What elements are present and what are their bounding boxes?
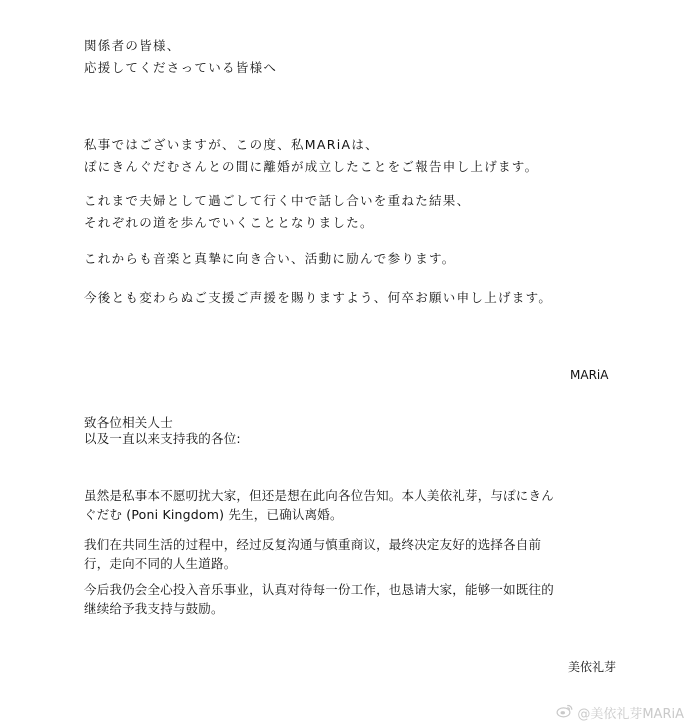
weibo-icon — [556, 703, 574, 722]
ja-paragraph-2-line-2: それぞれの道を歩んでいくこととなりました。 — [84, 215, 374, 230]
ja-signature: MARiA — [570, 368, 609, 382]
cn-paragraph-3-line-1: 今后我仍会全心投入音乐事业，认真对待每一份工作，也恳请大家，能够一如既往的 — [84, 582, 554, 597]
weibo-watermark — [556, 703, 684, 722]
watermark-text: @美依礼芽MARiA — [577, 707, 684, 722]
ja-greeting-line-1: 関係者の皆様、 — [84, 38, 181, 53]
ja-paragraph-4-line-1: 今後とも変わらぬご支援ご声援を賜りますよう、何卒お願い申し上げます。 — [84, 290, 553, 305]
cn-paragraph-1-line-1: 虽然是私事本不愿叨扰大家，但还是想在此向各位告知。本人美依礼芽，与ぽにきん — [84, 488, 554, 503]
cn-paragraph-2-line-2: 行，走向不同的人生道路。 — [84, 556, 237, 571]
cn-paragraph-3-line-2: 继续给予我支持与鼓励。 — [84, 601, 224, 616]
cn-greeting-line-1: 致各位相关人士 — [84, 415, 173, 430]
cn-paragraph-1-line-2: ぐだむ (Poni Kingdom) 先生，已确认离婚。 — [84, 507, 343, 522]
ja-paragraph-3-line-1: これからも音楽と真摯に向き合い、活動に励んで参ります。 — [84, 251, 456, 266]
ja-greeting-line-2: 応援してくださっている皆様へ — [84, 60, 278, 75]
ja-paragraph-1-line-2: ぽにきんぐだむさんとの間に離婚が成立したことをご報告申し上げます。 — [84, 159, 539, 174]
ja-paragraph-1-line-1: 私事ではございますが、この度、私MARiAは、 — [84, 137, 379, 152]
cn-signature: 美依礼芽 — [568, 660, 617, 674]
ja-paragraph-2-line-1: これまで夫婦として過ごして行く中で話し合いを重ねた結果、 — [84, 193, 471, 208]
cn-greeting-line-2: 以及一直以来支持我的各位: — [84, 431, 241, 446]
cn-paragraph-2-line-1: 我们在共同生活的过程中，经过反复沟通与慎重商议，最终决定友好的选择各自前 — [84, 537, 542, 552]
